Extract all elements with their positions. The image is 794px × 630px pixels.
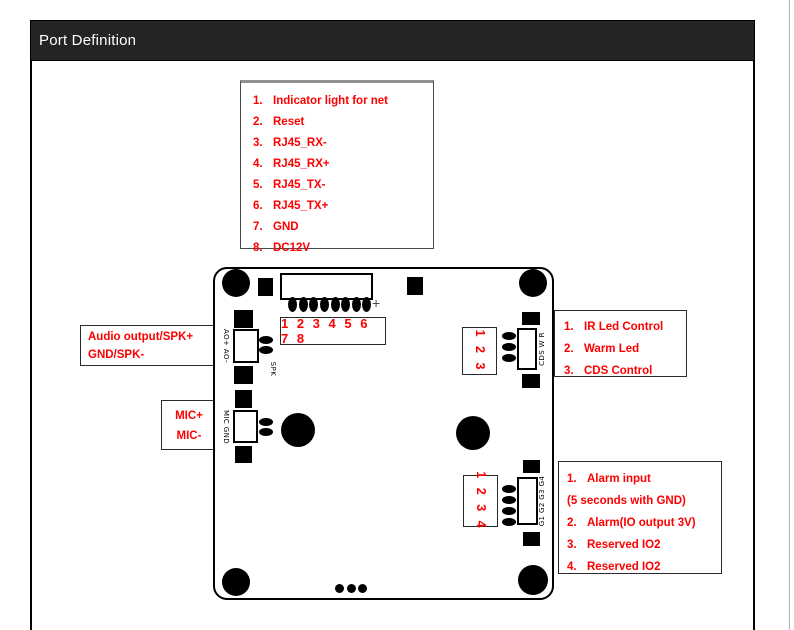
net-port-definition-list bbox=[240, 80, 434, 254]
label-line: MIC+ bbox=[175, 410, 203, 422]
item-number: 1. bbox=[564, 321, 574, 333]
item-text: Alarm(IO output 3V) bbox=[587, 517, 696, 529]
connector-pin bbox=[259, 418, 273, 426]
item-text: DC12V bbox=[273, 242, 311, 254]
item-text: Indicator light for net bbox=[273, 95, 388, 107]
connector-pin bbox=[502, 332, 516, 340]
connector-pin bbox=[309, 297, 318, 312]
board-circle bbox=[281, 413, 315, 447]
smd-pad bbox=[523, 532, 540, 546]
board-dot bbox=[358, 584, 367, 593]
item-number: 4. bbox=[253, 158, 263, 170]
list-item bbox=[567, 490, 721, 512]
connector-pin bbox=[320, 297, 329, 312]
item-text: CDS Control bbox=[584, 365, 653, 377]
smd-pad bbox=[523, 460, 540, 473]
item-number: 6. bbox=[253, 200, 263, 212]
item-number: 2. bbox=[564, 343, 574, 355]
mounting-hole bbox=[222, 568, 250, 596]
ir-cds-definition-list bbox=[554, 310, 687, 377]
label-line: Audio output/SPK+ bbox=[88, 331, 194, 343]
list-item bbox=[567, 468, 721, 490]
list-item bbox=[253, 217, 429, 238]
plus-silkscreen: + bbox=[372, 295, 381, 311]
connector-pin bbox=[502, 507, 516, 515]
item-text: GND bbox=[273, 221, 299, 233]
item-number: 4. bbox=[567, 561, 577, 573]
page-edge-line bbox=[789, 0, 790, 630]
connector-pin bbox=[502, 496, 516, 504]
board-dot bbox=[347, 584, 356, 593]
item-number: 2. bbox=[253, 116, 263, 128]
audio-connector-body bbox=[233, 329, 259, 363]
connector-pin bbox=[502, 518, 516, 526]
smd-pad bbox=[258, 278, 273, 296]
list-item bbox=[253, 196, 429, 217]
list-item bbox=[253, 112, 429, 133]
item-text: Warm Led bbox=[584, 343, 640, 355]
item-text: RJ45_RX+ bbox=[273, 158, 330, 170]
item-number: 8. bbox=[253, 242, 263, 254]
connector-pin bbox=[352, 297, 361, 312]
list-item bbox=[564, 360, 686, 382]
item-text: RJ45_RX- bbox=[273, 137, 327, 149]
item-number: 1. bbox=[253, 95, 263, 107]
pcb-board-diagram: + 1 2 3 4 5 6 7 8 AO+ AO- SPK MIC GND CDS W R 1 2 3 G1 G2 G3 G4 1 2 3 4 bbox=[213, 267, 554, 600]
connector-pin bbox=[362, 297, 371, 312]
item-text: RJ45_TX- bbox=[273, 179, 326, 191]
label-line: MIC- bbox=[176, 430, 202, 442]
smd-pad bbox=[522, 374, 540, 388]
mic-connector-body bbox=[233, 410, 258, 443]
item-number: 7. bbox=[253, 221, 263, 233]
net-pin-number-box: 1 2 3 4 5 6 7 8 bbox=[280, 317, 386, 345]
item-number: 3. bbox=[567, 539, 577, 551]
board-dot bbox=[335, 584, 344, 593]
list-item bbox=[253, 91, 429, 112]
item-number: 3. bbox=[253, 137, 263, 149]
item-text: Reset bbox=[273, 116, 305, 128]
list-item bbox=[253, 154, 429, 175]
list-item bbox=[253, 238, 429, 259]
item-text: Alarm input bbox=[587, 473, 651, 485]
net-connector-body bbox=[280, 273, 373, 300]
list-item bbox=[564, 338, 686, 360]
connector-pin bbox=[259, 428, 273, 436]
list-item bbox=[567, 556, 721, 578]
connector-pin bbox=[341, 297, 350, 312]
item-number: 2. bbox=[567, 517, 577, 529]
list-item bbox=[564, 316, 686, 338]
section-header bbox=[30, 20, 755, 61]
mounting-hole bbox=[222, 269, 250, 297]
cds-connector-body bbox=[517, 328, 537, 370]
mounting-hole bbox=[518, 565, 548, 595]
smd-pad bbox=[234, 366, 253, 384]
connector-pin bbox=[331, 297, 340, 312]
item-text: RJ45_TX+ bbox=[273, 200, 329, 212]
connector-pin bbox=[299, 297, 308, 312]
list-item bbox=[567, 534, 721, 556]
smd-pad bbox=[235, 390, 252, 408]
item-number: 1. bbox=[567, 473, 577, 485]
connector-pin bbox=[288, 297, 297, 312]
gpio-connector-body bbox=[517, 477, 538, 525]
audio-output-label-box bbox=[80, 325, 217, 366]
mic-label-box bbox=[161, 400, 217, 450]
connector-pin bbox=[502, 343, 516, 351]
item-number: 3. bbox=[564, 365, 574, 377]
item-text: (5 seconds with GND) bbox=[567, 495, 686, 507]
connector-pin bbox=[502, 485, 516, 493]
page-title: Port Definition bbox=[39, 32, 137, 49]
alarm-definition-list bbox=[558, 461, 722, 574]
item-number: 5. bbox=[253, 179, 263, 191]
connector-pin bbox=[259, 346, 273, 354]
list-item bbox=[253, 175, 429, 196]
cds-pin-number-box: 1 2 3 bbox=[462, 327, 497, 375]
smd-pad bbox=[235, 446, 252, 463]
list-item bbox=[253, 133, 429, 154]
board-circle bbox=[456, 416, 490, 450]
connector-pin bbox=[259, 336, 273, 344]
gpio-pin-number-box: 1 2 3 4 bbox=[463, 475, 498, 527]
smd-pad bbox=[522, 312, 540, 325]
label-line: GND/SPK- bbox=[88, 348, 145, 361]
list-item bbox=[567, 512, 721, 534]
smd-pad bbox=[407, 277, 423, 295]
item-text: Reserved IO2 bbox=[587, 539, 661, 551]
item-text: Reserved IO2 bbox=[587, 561, 661, 573]
smd-pad bbox=[234, 310, 253, 328]
item-text: IR Led Control bbox=[584, 321, 664, 333]
connector-pin bbox=[502, 354, 516, 362]
mounting-hole bbox=[519, 269, 547, 297]
